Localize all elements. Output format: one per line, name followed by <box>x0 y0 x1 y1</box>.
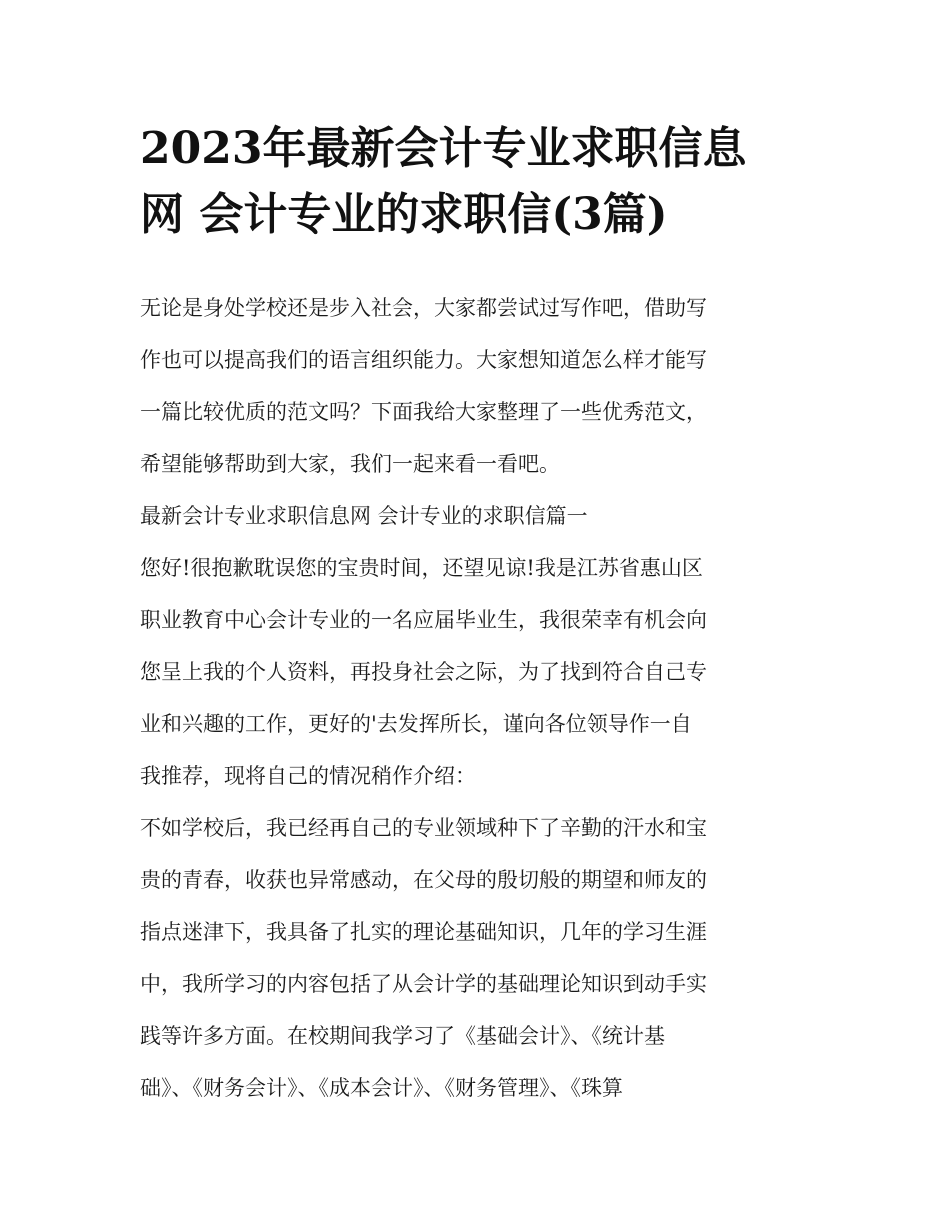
paragraph2-line-1: 不如学校后，我已经再自己的专业领域种下了辛勤的汗水和宝 <box>140 816 707 840</box>
intro-line-3: 一篇比较优质的范文吗？下面我给大家整理了一些优秀范文， <box>140 400 707 424</box>
paragraph1-line-4: 业和兴趣的工作，更好的'去发挥所长，谨向各位领导作一自 <box>140 712 692 736</box>
document-body <box>140 282 820 1114</box>
paragraph2-line-4: 中，我所学习的内容包括了从会计学的基础理论知识到动手实 <box>140 972 707 996</box>
paragraph1-line-5: 我推荐，现将自己的情况稍作介绍： <box>140 764 476 788</box>
paragraph1-line-1: 您好!很抱歉耽误您的宝贵时间，还望见谅!我是江苏省惠山区 <box>140 556 703 580</box>
section-heading: 最新会计专业求职信息网 会计专业的求职信篇一 <box>140 504 588 528</box>
intro-line-2: 作也可以提高我们的语言组织能力。大家想知道怎么样才能写 <box>140 348 707 372</box>
title-line-2: 网 会计专业的求职信(3篇) <box>140 189 668 240</box>
paragraph2-line-2: 贵的青春，收获也异常感动，在父母的殷切般的期望和师友的 <box>140 868 707 892</box>
intro-line-1: 无论是身处学校还是步入社会，大家都尝试过写作吧，借助写 <box>140 296 707 320</box>
paragraph1-line-3: 您呈上我的个人资料，再投身社会之际，为了找到符合自己专 <box>140 660 707 684</box>
paragraph2-line-6: 础》、《财务会计》、《成本会计》、《财务管理》、《珠算 <box>140 1076 623 1100</box>
document-title <box>140 116 820 248</box>
paragraph2-line-3: 指点迷津下，我具备了扎实的理论基础知识，几年的学习生涯 <box>140 920 707 944</box>
intro-line-4: 希望能够帮助到大家，我们一起来看一看吧。 <box>140 452 560 476</box>
paragraph1-line-2: 职业教育中心会计专业的一名应届毕业生，我很荣幸有机会向 <box>140 608 707 632</box>
title-line-1: 2023年最新会计专业求职信息 <box>140 123 747 174</box>
paragraph2-line-5: 践等许多方面。在校期间我学习了《基础会计》、《统计基 <box>140 1024 665 1048</box>
